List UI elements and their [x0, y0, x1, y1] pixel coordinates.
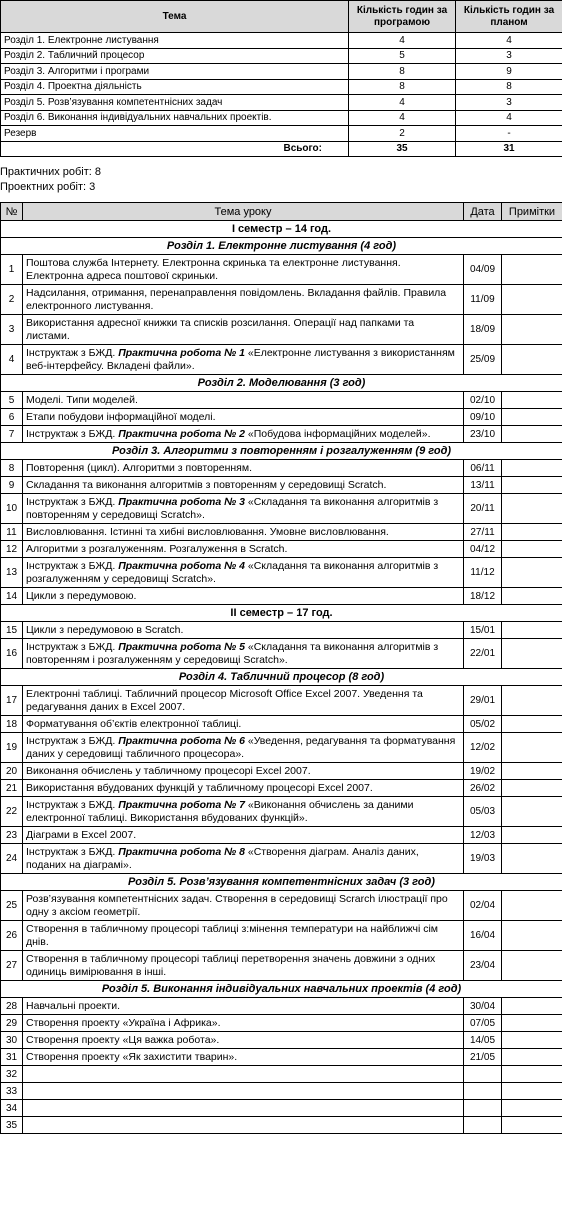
lesson-notes — [502, 797, 562, 827]
lesson-topic-text: Електронні таблиці. Табличний процесор Microsoft Office Excel 2007. Уведення та редагування даних в Excel 2007. — [26, 687, 423, 713]
lesson-row — [1, 255, 562, 285]
lesson-notes — [502, 1066, 562, 1083]
lesson-topic-text: Створення проекту «Як захистити тварин». — [26, 1050, 238, 1063]
lesson-row — [1, 1117, 562, 1134]
lesson-topic — [23, 409, 464, 426]
lesson-number: 6 — [1, 409, 23, 426]
summary-program-hours: 8 — [349, 64, 456, 80]
summary-topic: Розділ 1. Електронне листування — [1, 33, 349, 49]
lesson-number: 34 — [1, 1100, 23, 1117]
lesson-number: 17 — [1, 686, 23, 716]
section-heading-row — [1, 981, 562, 998]
lesson-date: 22/01 — [464, 639, 502, 669]
lesson-date: 12/02 — [464, 733, 502, 763]
lesson-topic-text: Складання та виконання алгоритмів з повторенням у середовищі Scratch. — [26, 478, 387, 491]
lesson-notes — [502, 315, 562, 345]
lesson-date: 07/05 — [464, 1015, 502, 1032]
section-heading-row — [1, 443, 562, 460]
lesson-notes — [502, 588, 562, 605]
lessons-header-date: Дата — [464, 203, 502, 221]
lesson-number: 20 — [1, 763, 23, 780]
lesson-number: 2 — [1, 285, 23, 315]
lesson-date: 27/11 — [464, 524, 502, 541]
practical-work-label: Практична робота № 7 — [118, 798, 245, 811]
lesson-topic — [23, 426, 464, 443]
lesson-notes — [502, 524, 562, 541]
lesson-date: 11/09 — [464, 285, 502, 315]
lesson-date: 04/12 — [464, 541, 502, 558]
lesson-row — [1, 524, 562, 541]
lesson-row — [1, 998, 562, 1015]
lesson-topic-text: Створення проекту «Ця важка робота». — [26, 1033, 220, 1046]
lesson-topic — [23, 1049, 464, 1066]
hours-summary-table — [0, 0, 562, 157]
lesson-notes — [502, 255, 562, 285]
lesson-date: 06/11 — [464, 460, 502, 477]
lesson-topic — [23, 716, 464, 733]
lesson-notes — [502, 558, 562, 588]
lesson-date: 02/10 — [464, 392, 502, 409]
lesson-number: 15 — [1, 622, 23, 639]
lesson-topic — [23, 255, 464, 285]
lesson-number: 33 — [1, 1083, 23, 1100]
lesson-row — [1, 797, 562, 827]
lesson-row — [1, 921, 562, 951]
lesson-row — [1, 392, 562, 409]
lesson-number: 21 — [1, 780, 23, 797]
lesson-number: 3 — [1, 315, 23, 345]
summary-program-hours: 4 — [349, 95, 456, 111]
lesson-number: 26 — [1, 921, 23, 951]
lesson-notes — [502, 921, 562, 951]
lesson-topic — [23, 345, 464, 375]
section-heading: Розділ 3. Алгоритми з повторенням і розгалуженням (9 год) — [1, 443, 562, 460]
lesson-date: 30/04 — [464, 998, 502, 1015]
lesson-number: 4 — [1, 345, 23, 375]
lessons-plan-table — [0, 202, 562, 1134]
lesson-topic-text: Створення в табличному процесорі таблиці перетворення значень довжини з одних одиниць вимірювання в інші. — [26, 952, 436, 978]
lesson-topic-text: Розв’язування компетентнісних задач. Створення в середовищі Scrarch ілюстрації про одну з аксіом геометрії. — [26, 892, 448, 918]
summary-plan-hours: - — [456, 126, 562, 142]
lesson-topic — [23, 891, 464, 921]
lesson-topic-text: Інструктаж з БЖД. — [26, 845, 119, 858]
lesson-number: 8 — [1, 460, 23, 477]
lesson-topic — [23, 763, 464, 780]
lesson-notes — [502, 686, 562, 716]
lesson-number: 7 — [1, 426, 23, 443]
lesson-date — [464, 1100, 502, 1117]
lesson-row — [1, 844, 562, 874]
section-heading: Розділ 2. Моделювання (3 год) — [1, 375, 562, 392]
lesson-number: 19 — [1, 733, 23, 763]
practical-work-label: Практична робота № 2 — [118, 427, 245, 440]
lesson-notes — [502, 426, 562, 443]
lesson-date: 04/09 — [464, 255, 502, 285]
lesson-topic — [23, 686, 464, 716]
lesson-row — [1, 409, 562, 426]
lesson-topic — [23, 541, 464, 558]
lesson-notes — [502, 1015, 562, 1032]
lesson-topic-text-rest: «Складання та виконання алгоритмів з повторенням у середовищі Scratch». — [26, 495, 439, 521]
lesson-row — [1, 1066, 562, 1083]
summary-total-plan: 31 — [456, 141, 562, 157]
summary-program-hours: 8 — [349, 79, 456, 95]
lesson-topic-text: Форматування об’єктів електронної таблиці. — [26, 717, 242, 730]
lesson-topic-text-rest: «Уведення, редагування та форматування даних у середовищі табличного процесора». — [26, 734, 456, 760]
lesson-topic — [23, 1066, 464, 1083]
lesson-topic — [23, 524, 464, 541]
summary-row — [1, 48, 562, 64]
lesson-number: 24 — [1, 844, 23, 874]
lesson-topic — [23, 639, 464, 669]
lesson-number: 16 — [1, 639, 23, 669]
lesson-row — [1, 716, 562, 733]
lesson-topic-text: Алгоритми з розгалуженням. Розгалуження в Scratch. — [26, 542, 288, 555]
lesson-row — [1, 1032, 562, 1049]
lesson-notes — [502, 763, 562, 780]
summary-plan-hours: 8 — [456, 79, 562, 95]
summary-row — [1, 64, 562, 80]
practical-work-label: Практична робота № 3 — [118, 495, 245, 508]
summary-header-program: Кількість годин за програмою — [349, 1, 456, 33]
lesson-date: 14/05 — [464, 1032, 502, 1049]
lesson-topic-text: Цикли з передумовою. — [26, 589, 137, 602]
summary-row — [1, 110, 562, 126]
lesson-notes — [502, 1117, 562, 1134]
lesson-topic-text: Інструктаж з БЖД. — [26, 427, 119, 440]
lesson-date: 18/09 — [464, 315, 502, 345]
lesson-topic-text: Використання вбудованих функцій у табличному процесорі Excel 2007. — [26, 781, 373, 794]
summary-program-hours: 5 — [349, 48, 456, 64]
summary-program-hours: 2 — [349, 126, 456, 142]
summary-row — [1, 79, 562, 95]
project-works-count: Проектних робіт: 3 — [0, 181, 96, 193]
lesson-date: 23/10 — [464, 426, 502, 443]
lesson-notes — [502, 733, 562, 763]
practical-work-label: Практична робота № 8 — [118, 845, 245, 858]
lesson-row — [1, 686, 562, 716]
practical-works-count: Практичних робіт: 8 — [0, 166, 102, 178]
lesson-topic-text: Інструктаж з БЖД. — [26, 640, 119, 653]
summary-program-hours: 4 — [349, 110, 456, 126]
lesson-topic — [23, 285, 464, 315]
lesson-number: 13 — [1, 558, 23, 588]
section-heading-row — [1, 874, 562, 891]
lesson-number: 32 — [1, 1066, 23, 1083]
lesson-number: 28 — [1, 998, 23, 1015]
lesson-date: 19/03 — [464, 844, 502, 874]
lesson-number: 12 — [1, 541, 23, 558]
lesson-row — [1, 951, 562, 981]
lessons-header-topic: Тема уроку — [23, 203, 464, 221]
lesson-row — [1, 588, 562, 605]
summary-total-label: Всього: — [1, 141, 349, 157]
lesson-topic-text: Виконання обчислень у табличному процесорі Excel 2007. — [26, 764, 311, 777]
section-heading-row — [1, 375, 562, 392]
lesson-topic — [23, 844, 464, 874]
summary-topic: Розділ 6. Виконання індивідуальних навчальних проектів. — [1, 110, 349, 126]
lesson-row — [1, 733, 562, 763]
lesson-notes — [502, 1100, 562, 1117]
summary-plan-hours: 9 — [456, 64, 562, 80]
lesson-number: 11 — [1, 524, 23, 541]
lesson-topic-text: Цикли з передумовою в Scratch. — [26, 623, 184, 636]
lesson-notes — [502, 409, 562, 426]
summary-header-row — [1, 1, 562, 33]
lesson-date: 23/04 — [464, 951, 502, 981]
lesson-notes — [502, 998, 562, 1015]
lesson-topic — [23, 1117, 464, 1134]
lesson-row — [1, 315, 562, 345]
summary-plan-hours: 4 — [456, 110, 562, 126]
lesson-topic-text: Етапи побудови інформаційної моделі. — [26, 410, 216, 423]
lesson-notes — [502, 622, 562, 639]
practical-work-label: Практична робота № 1 — [118, 346, 245, 359]
lesson-topic — [23, 1083, 464, 1100]
lesson-date — [464, 1066, 502, 1083]
summary-program-hours: 4 — [349, 33, 456, 49]
lesson-topic — [23, 558, 464, 588]
lesson-topic — [23, 1015, 464, 1032]
lesson-row — [1, 891, 562, 921]
lesson-notes — [502, 494, 562, 524]
lesson-notes — [502, 477, 562, 494]
lesson-topic-text: Висловлювання. Істинні та хибні висловлювання. Умовне висловлювання. — [26, 525, 389, 538]
lesson-topic-text: Інструктаж з БЖД. — [26, 559, 119, 572]
lesson-number: 27 — [1, 951, 23, 981]
lesson-topic-text: Створення проекту «Україна і Африка». — [26, 1016, 221, 1029]
lesson-number: 18 — [1, 716, 23, 733]
section-heading-row — [1, 238, 562, 255]
lesson-number: 14 — [1, 588, 23, 605]
summary-plan-hours: 4 — [456, 33, 562, 49]
summary-topic: Розділ 5. Розв’язування компетентнісних задач — [1, 95, 349, 111]
lesson-date: 13/11 — [464, 477, 502, 494]
lesson-notes — [502, 891, 562, 921]
lesson-topic — [23, 733, 464, 763]
lesson-topic — [23, 588, 464, 605]
lesson-row — [1, 1049, 562, 1066]
lesson-notes — [502, 1032, 562, 1049]
semester-heading-row — [1, 605, 562, 622]
summary-body — [1, 33, 562, 157]
section-heading: Розділ 1. Електронне листування (4 год) — [1, 238, 562, 255]
lesson-notes — [502, 716, 562, 733]
lessons-header-notes: Примітки — [502, 203, 562, 221]
lesson-row — [1, 558, 562, 588]
lesson-topic — [23, 921, 464, 951]
lesson-topic-text: Повторення (цикл). Алгоритми з повторенням. — [26, 461, 253, 474]
lesson-number: 1 — [1, 255, 23, 285]
lesson-row — [1, 639, 562, 669]
lesson-topic-text: Поштова служба Інтернету. Електронна скринька та електронне листування. Електронна адреса поштової скриньки. — [26, 256, 401, 282]
lesson-topic — [23, 460, 464, 477]
lesson-topic — [23, 1032, 464, 1049]
lesson-topic — [23, 392, 464, 409]
lesson-date: 12/03 — [464, 827, 502, 844]
semester-heading-row — [1, 221, 562, 238]
lesson-topic-text: Діаграми в Excel 2007. — [26, 828, 137, 841]
lesson-date: 02/04 — [464, 891, 502, 921]
lesson-date: 19/02 — [464, 763, 502, 780]
lesson-row — [1, 494, 562, 524]
lesson-date: 20/11 — [464, 494, 502, 524]
lesson-topic-text: Інструктаж з БЖД. — [26, 346, 119, 359]
lesson-topic — [23, 827, 464, 844]
lesson-row — [1, 285, 562, 315]
practical-work-label: Практична робота № 6 — [118, 734, 245, 747]
lesson-topic-text-rest: «Електронне листування з використанням веб-інтерфейсу. Вкладені файли». — [26, 346, 455, 372]
section-heading: Розділ 5. Розв’язування компетентнісних задач (3 год) — [1, 874, 562, 891]
summary-topic: Розділ 2. Табличний процесор — [1, 48, 349, 64]
lesson-notes — [502, 827, 562, 844]
lesson-row — [1, 1100, 562, 1117]
summary-header-plan: Кількість годин за планом — [456, 1, 562, 33]
summary-header-topic: Тема — [1, 1, 349, 33]
lesson-notes — [502, 392, 562, 409]
lesson-date: 16/04 — [464, 921, 502, 951]
lesson-topic-text: Моделі. Типи моделей. — [26, 393, 138, 406]
lesson-row — [1, 1015, 562, 1032]
lesson-topic-text-rest: «Створення діаграм. Аналіз даних, поданих на діаграмі». — [26, 845, 419, 871]
lesson-topic — [23, 494, 464, 524]
lesson-topic — [23, 477, 464, 494]
lesson-topic-text-rest: «Виконання обчислень за даними електронної таблиці. Використання вбудованих функцій». — [26, 798, 414, 824]
lesson-row — [1, 622, 562, 639]
semester-heading: І семестр – 14 год. — [1, 221, 562, 238]
lesson-date — [464, 1117, 502, 1134]
lesson-date: 25/09 — [464, 345, 502, 375]
practical-work-label: Практична робота № 5 — [118, 640, 245, 653]
section-heading-row — [1, 669, 562, 686]
lesson-notes — [502, 541, 562, 558]
lesson-topic — [23, 622, 464, 639]
practical-work-label: Практична робота № 4 — [118, 559, 245, 572]
lesson-date — [464, 1083, 502, 1100]
lesson-row — [1, 460, 562, 477]
summary-row — [1, 126, 562, 142]
lesson-number: 31 — [1, 1049, 23, 1066]
lesson-row — [1, 827, 562, 844]
lesson-row — [1, 477, 562, 494]
lesson-number: 35 — [1, 1117, 23, 1134]
lessons-header-row — [1, 203, 562, 221]
lesson-row — [1, 1083, 562, 1100]
lesson-notes — [502, 1083, 562, 1100]
summary-row — [1, 33, 562, 49]
lesson-topic — [23, 1100, 464, 1117]
lesson-topic — [23, 998, 464, 1015]
lesson-date: 15/01 — [464, 622, 502, 639]
section-heading: Розділ 4. Табличний процесор (8 год) — [1, 669, 562, 686]
lesson-topic — [23, 951, 464, 981]
lesson-topic-text: Використання адресної книжки та списків розсилання. Операції над папками та листами. — [26, 316, 415, 342]
lesson-number: 9 — [1, 477, 23, 494]
lesson-notes — [502, 951, 562, 981]
lesson-number: 10 — [1, 494, 23, 524]
lesson-row — [1, 763, 562, 780]
lesson-date: 18/12 — [464, 588, 502, 605]
summary-topic: Розділ 3. Алгоритми і програми — [1, 64, 349, 80]
lesson-notes — [502, 639, 562, 669]
lesson-date: 29/01 — [464, 686, 502, 716]
lesson-row — [1, 541, 562, 558]
lesson-number: 5 — [1, 392, 23, 409]
lesson-notes — [502, 345, 562, 375]
lesson-row — [1, 426, 562, 443]
lesson-topic-text: Навчальні проекти. — [26, 999, 120, 1012]
lesson-topic-text-rest: «Складання та виконання алгоритмів з розгалуженням у середовищі Scratch». — [26, 559, 439, 585]
lesson-notes — [502, 285, 562, 315]
section-heading: Розділ 5. Виконання індивідуальних навчальних проектів (4 год) — [1, 981, 562, 998]
lesson-date: 21/05 — [464, 1049, 502, 1066]
lesson-date: 11/12 — [464, 558, 502, 588]
lesson-notes — [502, 844, 562, 874]
lessons-header-number: № — [1, 203, 23, 221]
lesson-number: 25 — [1, 891, 23, 921]
lesson-topic — [23, 780, 464, 797]
lesson-date: 05/02 — [464, 716, 502, 733]
lessons-body — [1, 221, 562, 1134]
lesson-date: 05/03 — [464, 797, 502, 827]
lesson-number: 30 — [1, 1032, 23, 1049]
summary-plan-hours: 3 — [456, 48, 562, 64]
semester-heading: ІІ семестр – 17 год. — [1, 605, 562, 622]
lesson-topic-text: Інструктаж з БЖД. — [26, 798, 119, 811]
lesson-number: 23 — [1, 827, 23, 844]
lesson-notes — [502, 460, 562, 477]
lesson-topic — [23, 797, 464, 827]
summary-topic: Резерв — [1, 126, 349, 142]
lesson-date: 26/02 — [464, 780, 502, 797]
lesson-number: 29 — [1, 1015, 23, 1032]
lesson-topic-text: Надсилання, отримання, перенаправлення повідомлень. Вкладання файлів. Правила електронного листування. — [26, 286, 447, 312]
lesson-topic-text: Інструктаж з БЖД. — [26, 495, 119, 508]
lesson-number: 22 — [1, 797, 23, 827]
lesson-topic — [23, 315, 464, 345]
summary-total-row — [1, 141, 562, 157]
lesson-date: 09/10 — [464, 409, 502, 426]
lesson-row — [1, 780, 562, 797]
summary-topic: Розділ 4. Проектна діяльність — [1, 79, 349, 95]
summary-row — [1, 95, 562, 111]
lesson-row — [1, 345, 562, 375]
lesson-topic-text: Створення в табличному процесорі таблиці з:мінення температури на найближчі сім днів. — [26, 922, 439, 948]
lesson-notes — [502, 1049, 562, 1066]
summary-plan-hours: 3 — [456, 95, 562, 111]
summary-total-program: 35 — [349, 141, 456, 157]
lesson-topic-text-rest: «Складання та виконання алгоритмів з повторенням і розгалуженням у середовищі Scratch». — [26, 640, 439, 666]
lesson-topic-text-rest: «Побудова інформаційних моделей». — [244, 427, 431, 440]
lesson-topic-text: Інструктаж з БЖД. — [26, 734, 119, 747]
lesson-notes — [502, 780, 562, 797]
